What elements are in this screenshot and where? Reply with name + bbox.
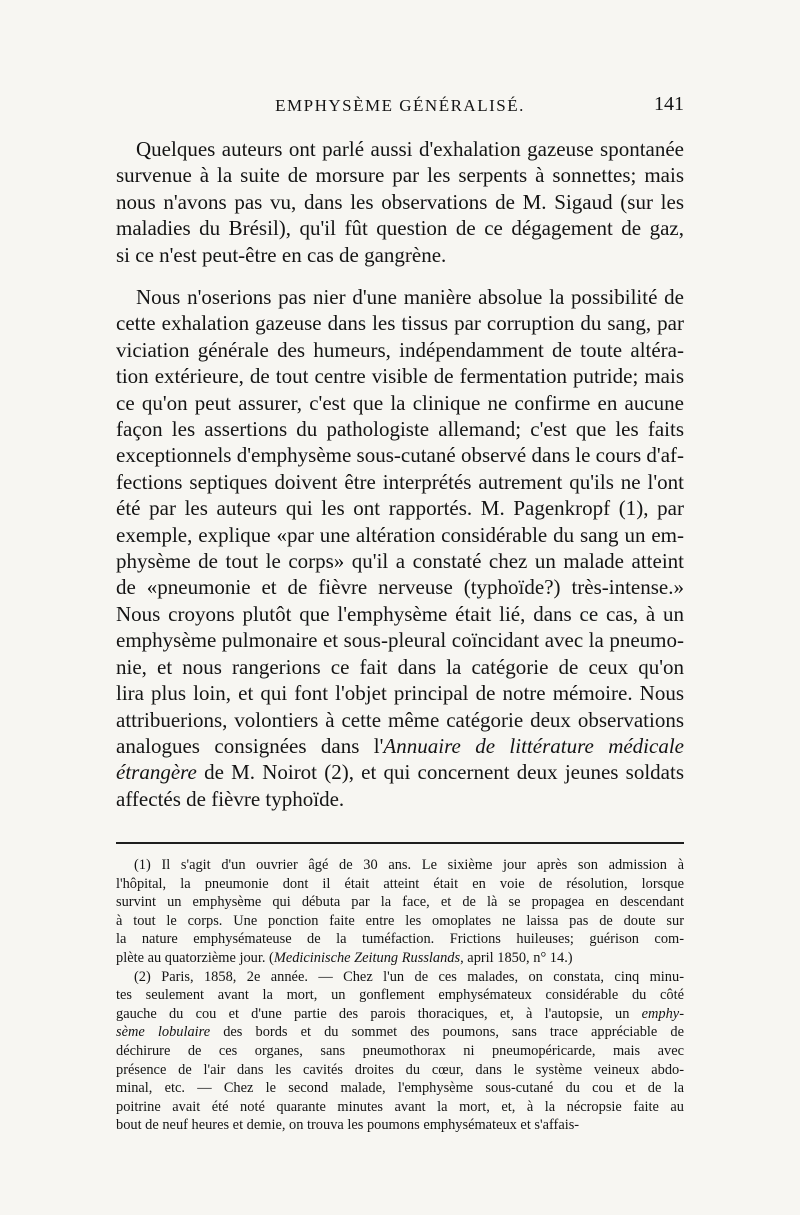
text-segment: attribuerions, volontiers à cette même catégorie deux observations xyxy=(116,707,684,732)
text-segment: emphysème pulmonaire et sous-pleural coïncidant avec la pneumo- xyxy=(116,628,684,653)
text-line xyxy=(116,310,684,336)
text-segment: la nature emphysémateuse de la tuméfaction. Frictions huileuses; guérison com- xyxy=(116,931,684,948)
text-segment: tes seulement avant la mort, un gonflement emphysémateux considérable du côté xyxy=(116,987,684,1004)
text-segment: minal, etc. — Chez le second malade, l'emphysème sous-cutané du cou et de la xyxy=(116,1080,684,1097)
text-line xyxy=(116,680,684,706)
text-segment: Nous croyons plutôt que l'emphysème était lié, dans ce cas, à un xyxy=(116,601,684,626)
footnote-line xyxy=(116,930,684,949)
text-line xyxy=(116,136,684,162)
text-segment: l'hôpital, la pneumonie dont il était atteint était en voie de résolution, lorsque xyxy=(116,875,684,892)
text-line xyxy=(116,574,684,600)
text-line xyxy=(116,786,684,812)
text-segment: survint un emphysème qui débuta par la face, et de là se propagea en descendant xyxy=(116,894,684,911)
italic-text: Annuaire de littérature médicale xyxy=(383,733,684,758)
footnote-divider xyxy=(116,842,684,844)
text-segment: bout de neuf heures et demie, on trouva les poumons emphysémateux et s'affais- xyxy=(116,1117,580,1134)
footnote-line xyxy=(116,1042,684,1061)
text-segment: (1) Il s'agit d'un ouvrier âgé de 30 ans. Le sixième jour après son admission à xyxy=(134,857,684,873)
italic-text: sème lobulaire xyxy=(116,1024,211,1041)
text-line xyxy=(116,654,684,680)
text-segment: viciation générale des humeurs, indépendamment de toute altéra- xyxy=(116,337,684,362)
footnote-line xyxy=(116,949,684,968)
text-line xyxy=(116,627,684,653)
text-segment: lira plus loin, et qui font l'objet principal de notre mémoire. Nous xyxy=(116,681,684,706)
text-segment: affectés de fièvre typhoïde. xyxy=(116,786,345,811)
italic-text: emphy- xyxy=(641,1005,684,1022)
footnote-line xyxy=(116,1061,684,1080)
text-segment: gauche du cou et d'une partie des parois thoraciques, et, à l'autopsie, un xyxy=(116,1005,642,1022)
footnote-line xyxy=(116,856,684,875)
text-line xyxy=(116,390,684,416)
footnote-line xyxy=(116,968,684,987)
paragraph-2 xyxy=(116,284,684,812)
page-header xyxy=(116,93,684,124)
text-segment: ce qu'on peut assurer, c'est que la clinique ne confirme en aucune xyxy=(116,390,684,415)
text-segment: à tout le corps. Une ponction faite entre les omoplates ne laissa pas de doute sur xyxy=(116,912,684,929)
text-segment: (2) Paris, 1858, 2e année. — Chez l'un de ces malades, on constata, cinq minu- xyxy=(134,968,684,985)
text-line xyxy=(116,284,684,310)
text-segment: Nous n'oserions pas nier d'une manière absolue la possibilité de xyxy=(136,285,684,309)
text-segment: fections septiques doivent être interprétés autrement qu'ils ne l'ont xyxy=(116,469,684,494)
text-segment: nie, et nous rangerions ce fait dans la catégorie de ceux qu'on xyxy=(116,654,684,679)
text-segment: maladies du Brésil), qu'il fût question de ce dégagement de gaz, xyxy=(116,216,684,241)
footnote-line xyxy=(116,986,684,1005)
text-line xyxy=(116,416,684,442)
text-line xyxy=(116,707,684,733)
footnote-line xyxy=(116,1116,684,1135)
text-segment: Quelques auteurs ont parlé aussi d'exhalation gazeuse spontanée xyxy=(136,137,684,161)
italic-text: étrangère xyxy=(116,760,197,785)
text-segment: présence de l'air dans les cavités droites du cœur, dans le système veineux abdo- xyxy=(116,1061,684,1078)
text-line xyxy=(116,733,684,759)
footnote-line xyxy=(116,1023,684,1042)
text-segment: plète au quatorzième jour. ( xyxy=(116,949,274,966)
text-line xyxy=(116,363,684,389)
text-line xyxy=(116,242,684,268)
footnote-line xyxy=(116,1079,684,1098)
text-segment: de M. Noirot (2), et qui concernent deux jeunes soldats xyxy=(196,760,684,785)
page-number: 141 xyxy=(654,93,684,115)
text-segment: tion extérieure, de tout centre visible de fermentation putride; mais xyxy=(116,364,684,389)
text-segment: survenue à la suite de morsure par les serpents à sonnettes; mais xyxy=(116,163,684,188)
footnote-2 xyxy=(116,968,684,1135)
text-line xyxy=(116,337,684,363)
text-segment: nous n'avons pas vu, dans les observations de M. Sigaud (sur les xyxy=(116,189,684,214)
footnote-line xyxy=(116,1005,684,1024)
text-segment: exceptionnels d'emphysème sous-cutané observé dans le cours d'af- xyxy=(116,443,684,468)
text-line xyxy=(116,189,684,215)
footnote-1 xyxy=(116,856,684,968)
text-line xyxy=(116,215,684,241)
text-segment: façon les assertions du pathologiste allemand; c'est que les faits xyxy=(116,417,684,442)
footnotes xyxy=(116,856,684,1135)
footnote-line xyxy=(116,893,684,912)
text-line xyxy=(116,759,684,785)
italic-text: Medicinische Zeitung Russlands xyxy=(273,949,461,966)
text-line xyxy=(116,162,684,188)
text-line xyxy=(116,469,684,495)
text-segment: si ce n'est peut-être en cas de gangrène. xyxy=(116,242,447,267)
text-segment: , april 1850, n° 14.) xyxy=(460,949,573,966)
text-line xyxy=(116,495,684,521)
text-line xyxy=(116,522,684,548)
text-segment: exemple, explique «par une altération considérable du sang un em- xyxy=(116,522,684,547)
running-title: EMPHYSÈME GÉNÉRALISÉ. xyxy=(275,96,525,115)
text-segment: été par les auteurs qui les ont rapportés. M. Pagenkropf (1), par xyxy=(116,496,684,521)
footnote-line xyxy=(116,875,684,894)
text-segment: cette exhalation gazeuse dans les tissus par corruption du sang, par xyxy=(116,311,684,336)
text-line xyxy=(116,601,684,627)
text-segment: des bords et du sommet des poumons, sans trace appréciable de xyxy=(210,1024,684,1041)
footnote-line xyxy=(116,1098,684,1117)
text-line xyxy=(116,548,684,574)
paragraph-1 xyxy=(116,136,684,268)
footnote-line xyxy=(116,912,684,931)
text-segment: poitrine avait été noté quarante minutes avant la mort, et, à la nécropsie faite au xyxy=(116,1098,684,1115)
text-segment: physème de tout le corps» qu'il a constaté chez un malade atteint xyxy=(116,549,684,574)
text-segment: déchirure de ces organes, sans pneumothorax ni pneumopéricarde, mais avec xyxy=(116,1042,684,1059)
text-segment: de «pneumonie et de fièvre nerveuse (typhoïde?) très-intense.» xyxy=(116,575,684,600)
text-segment: analogues consignées dans l' xyxy=(116,733,384,758)
text-line xyxy=(116,442,684,468)
